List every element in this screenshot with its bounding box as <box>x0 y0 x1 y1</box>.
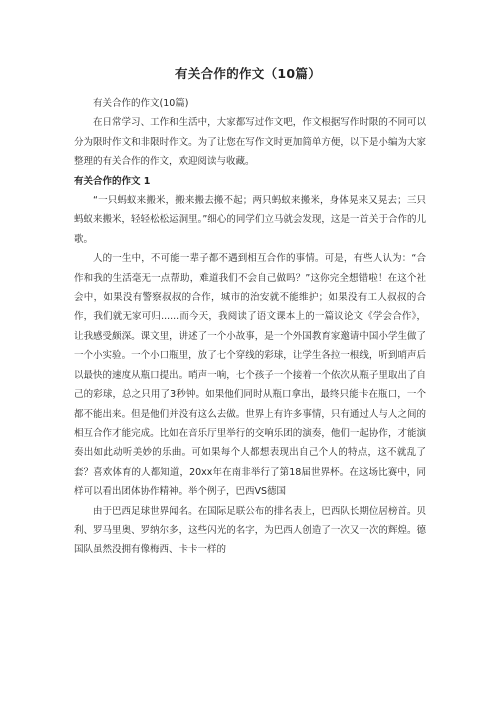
body-paragraph: 在日常学习、工作和生活中，大家都写过作文吧，作文根据写作时限的不同可以分为限时作文和非限时作文。为了让您在写作文时更加简单方便，以下是小编为大家整理的有关合作的作文，欢迎阅读与收藏。 <box>74 117 426 168</box>
document-body <box>74 94 426 560</box>
document-title: 有关合作的作文（10篇） <box>175 66 321 81</box>
body-paragraph: 由于巴西足球世界闻名。在国际足联公布的排名表上，巴西队长期位居榜首。贝利、罗马里奥、罗纳尔多，这些闪光的名字，为巴西人创造了一次又一次的辉煌。德国队虽然没拥有像梅西、卡卡一样的 <box>74 505 426 556</box>
section-heading: 有关合作的作文 1 <box>74 175 151 187</box>
body-paragraph: 有关合作的作文(10篇) <box>93 98 189 109</box>
body-paragraph: 人的一生中，不可能一辈子都不遇到相互合作的事情。可是，有些人认为：“合作和我的生活毫无一点帮助，难道我们不会自己做吗？”这你完全想错啦！在这个社会中，如果没有警察叔叔的合作，城市的治安就不能维护；如果没有工人叔叔的合作，我们就无家可归......而今天，我阅读了语文课本上的一篇议论文《学会合作》，让我感受颇深。课文里，讲述了一个小故事，是一个外国教育家邀请中国小学生做了一个小实验。一个小口瓶里，放了七个穿线的彩球，让学生各拉一根线，听到哨声后以最快的速度从瓶口提出。哨声一响，七个孩子一个接着一个依次从瓶子里取出了自己的彩球，总之只用了3秒钟。如果他们同时从瓶口拿出，最终只能卡在瓶口，一个都不能出来。但是他们并没有这么去做。世界上有许多事情，只有通过人与人之间的相互合作才能完成。比如在音乐厅里举行的交响乐团的演奏，他们一起协作，才能演奏出如此动听美妙的乐曲。可如果每个人都想表现出自己个人的特点，这不就乱了套？喜欢体育的人都知道，20xx年在南非举行了第18届世界杯。在这场比赛中，同样可以看出团体协作精神。举个例子，巴西VS德国 <box>74 253 426 498</box>
body-paragraph: “一只蚂蚁来搬米，搬来搬去搬不起；两只蚂蚁来搬米，身体晃来又晃去；三只蚂蚁来搬米，轻轻松松运洞里。”细心的同学们立马就会发现，这是一首关于合作的儿歌。 <box>74 195 426 245</box>
